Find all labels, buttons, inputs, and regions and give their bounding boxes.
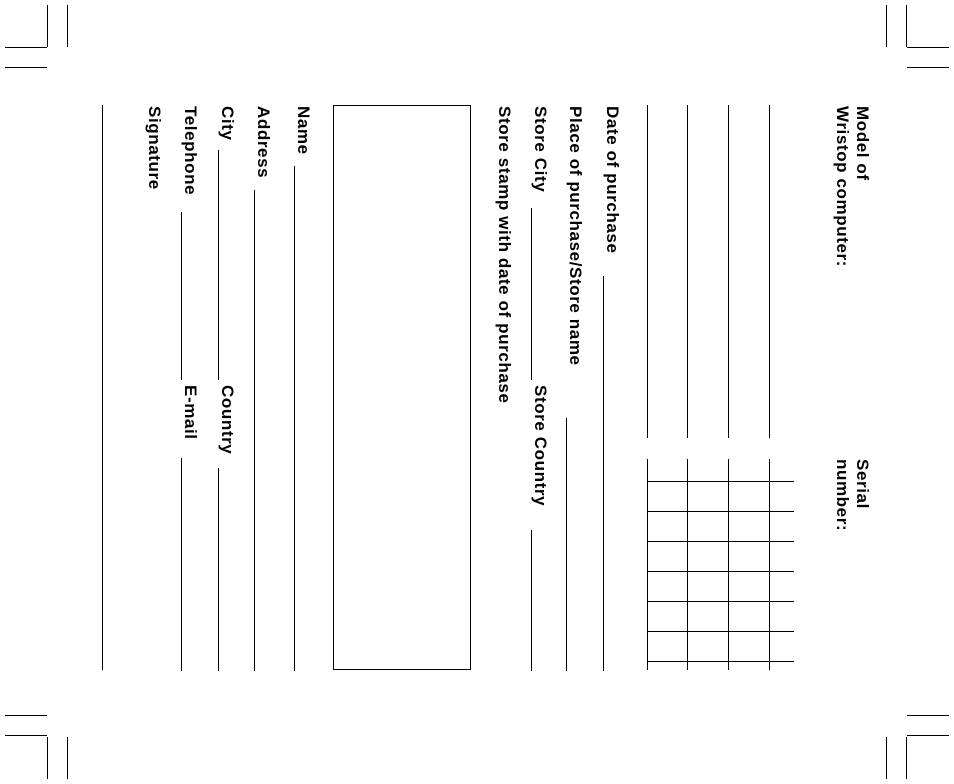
store-country-field[interactable] bbox=[531, 530, 532, 671]
country-field[interactable] bbox=[218, 468, 219, 671]
place-of-purchase-field[interactable] bbox=[566, 418, 567, 671]
date-of-purchase-field[interactable] bbox=[603, 276, 604, 671]
name-label: Name bbox=[294, 106, 313, 155]
crop-mark bbox=[907, 735, 949, 736]
telephone-label: Telephone bbox=[181, 106, 200, 196]
crop-mark bbox=[886, 737, 887, 779]
store-city-field[interactable] bbox=[531, 208, 532, 380]
model-field-line[interactable] bbox=[769, 105, 770, 438]
email-label: E-mail bbox=[181, 385, 200, 440]
country-label: Country bbox=[218, 385, 237, 455]
crop-mark bbox=[5, 67, 47, 68]
serial-divider bbox=[648, 541, 794, 542]
crop-mark bbox=[5, 47, 47, 48]
crop-mark bbox=[907, 47, 949, 48]
crop-mark bbox=[47, 737, 48, 779]
crop-mark bbox=[67, 737, 68, 779]
crop-mark bbox=[906, 5, 907, 47]
address-field[interactable] bbox=[254, 190, 255, 671]
crop-mark bbox=[5, 735, 47, 736]
telephone-field[interactable] bbox=[181, 212, 182, 380]
registration-form bbox=[90, 100, 872, 680]
serial-label: Serial bbox=[853, 459, 872, 509]
serial-divider bbox=[648, 631, 794, 632]
email-field[interactable] bbox=[181, 458, 182, 671]
crop-mark bbox=[906, 737, 907, 779]
model-field-line[interactable] bbox=[728, 105, 729, 438]
model-field-line[interactable] bbox=[687, 105, 688, 438]
serial-divider bbox=[648, 511, 794, 512]
store-city-label: Store City bbox=[531, 106, 550, 193]
city-field[interactable] bbox=[218, 150, 219, 380]
serial-divider bbox=[648, 571, 794, 572]
serial-row[interactable] bbox=[687, 459, 712, 670]
address-label: Address bbox=[254, 106, 273, 179]
city-label: City bbox=[218, 106, 237, 141]
serial-row[interactable] bbox=[769, 459, 794, 670]
serial-row[interactable] bbox=[647, 459, 672, 670]
crop-mark bbox=[5, 715, 47, 716]
model-label: Model of bbox=[853, 106, 872, 181]
signature-label: Signature bbox=[145, 106, 164, 190]
serial-row[interactable] bbox=[728, 459, 753, 670]
crop-mark bbox=[47, 5, 48, 47]
place-of-purchase-label: Place of purchase/Store name bbox=[566, 106, 585, 366]
model-field-line[interactable] bbox=[647, 105, 648, 438]
store-country-label: Store Country bbox=[531, 385, 550, 507]
serial-divider bbox=[648, 661, 794, 662]
signature-line[interactable] bbox=[102, 105, 103, 670]
model-label-line2: Wristop computer: bbox=[833, 106, 852, 268]
crop-mark bbox=[67, 5, 68, 47]
serial-divider bbox=[648, 601, 794, 602]
crop-mark bbox=[907, 67, 949, 68]
date-of-purchase-label: Date of purchase bbox=[603, 106, 622, 254]
crop-mark bbox=[886, 5, 887, 47]
name-field[interactable] bbox=[294, 166, 295, 671]
crop-mark bbox=[907, 715, 949, 716]
store-stamp-label: Store stamp with date of purchase bbox=[495, 106, 514, 404]
serial-label-line2: number: bbox=[833, 459, 852, 532]
store-stamp-box[interactable] bbox=[333, 105, 471, 670]
serial-divider bbox=[648, 481, 794, 482]
